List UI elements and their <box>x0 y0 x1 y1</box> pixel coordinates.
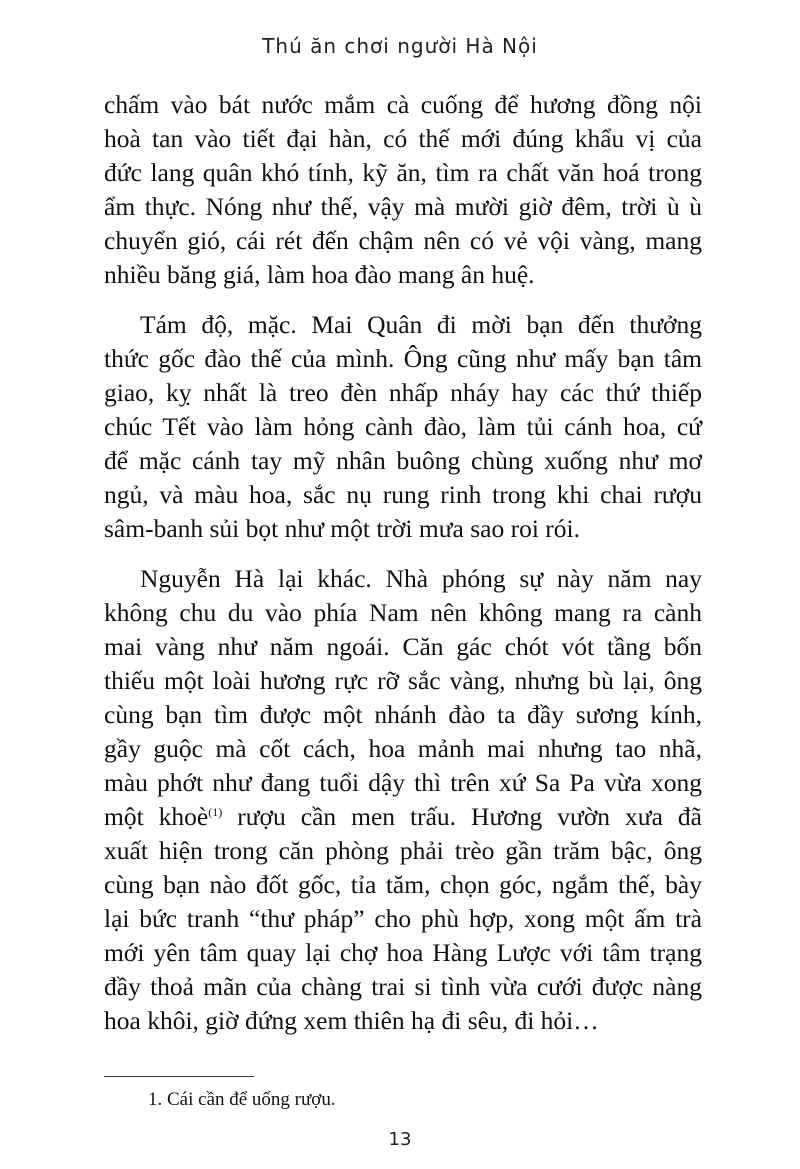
text-line: sâm-banh sủi bọt như một trời mưa sao roi rói. <box>104 514 580 543</box>
text-line: xuất hiện trong căn phòng phải trèo gần trăm bậc, ông <box>104 836 702 865</box>
text-line: đầy thoả mãn của chàng trai si tình vừa cưới được nàng <box>104 972 702 1001</box>
paragraph-3 <box>104 562 702 1038</box>
text-line: cùng bạn nào đốt gốc, tỉa tăm, chọn góc, ngắm thế, bày <box>104 870 702 899</box>
text-line: Tám độ, mặc. Mai Quân đi mời bạn đến thưởng <box>140 310 702 339</box>
text-line: đức lang quân khó tính, kỹ ăn, tìm ra chất văn hoá trong <box>104 158 702 187</box>
body-text <box>104 88 702 1038</box>
text-fragment: rượu cần men trấu. Hương vườn xưa đã <box>222 802 702 831</box>
paragraph-1 <box>104 88 702 292</box>
text-line: thiếu một loài hương rực rỡ sắc vàng, nhưng bù lại, ông <box>104 666 702 695</box>
paragraph-2 <box>104 308 702 546</box>
text-line: ẩm thực. Nóng như thế, vậy mà mười giờ đêm, trời ù ù <box>104 192 702 221</box>
text-line: chấm vào bát nước mắm cà cuống để hương đồng nội <box>104 90 702 119</box>
text-line: chúc Tết vào làm hỏng cành đào, làm tủi cánh hoa, cứ <box>104 412 702 441</box>
text-line: gầy guộc mà cốt cách, hoa mảnh mai nhưng tao nhã, <box>104 734 702 763</box>
text-line: mới yên tâm quay lại chợ hoa Hàng Lược với tâm trạng <box>104 938 702 967</box>
text-line: hoa khôi, giờ đứng xem thiên hạ đi sêu, đi hỏi… <box>104 1006 599 1035</box>
footnote-divider <box>104 1076 254 1077</box>
running-head: Thú ăn chơi người Hà Nội <box>262 34 538 58</box>
text-line: chuyển gió, cái rét đến chậm nên có vẻ vội vàng, mang <box>104 226 702 255</box>
text-line: nhiều băng giá, làm hoa đào mang ân huệ. <box>104 260 535 289</box>
text-line: không chu du vào phía Nam nên không mang ra cành <box>104 598 702 627</box>
text-fragment: một khoè <box>104 802 209 831</box>
footnote-marker: (1) <box>208 805 223 819</box>
page-number: 13 <box>388 1129 412 1150</box>
text-line: ngủ, và màu hoa, sắc nụ rung rinh trong khi chai rượu <box>104 480 702 509</box>
footnote: 1. Cái cần để uống rượu. <box>148 1089 336 1110</box>
text-line: lại bức tranh “thư pháp” cho phù hợp, xong một ấm trà <box>104 904 702 933</box>
text-line-with-footnote <box>104 800 702 834</box>
text-line: màu phớt như đang tuổi dậy thì trên xứ Sa Pa vừa xong <box>104 768 702 797</box>
text-line: mai vàng như năm ngoái. Căn gác chót vót tầng bốn <box>104 632 702 661</box>
text-line: cùng bạn tìm được một nhánh đào ta đầy sương kính, <box>104 700 702 729</box>
text-line: thức gốc đào thế của mình. Ông cũng như mấy bạn tâm <box>104 344 702 373</box>
text-line: hoà tan vào tiết đại hàn, có thế mới đúng khẩu vị của <box>104 124 702 153</box>
text-line: Nguyễn Hà lại khác. Nhà phóng sự này năm nay <box>140 564 702 593</box>
text-line: để mặc cánh tay mỹ nhân buông chùng xuống như mơ <box>104 446 702 475</box>
text-line: giao, kỵ nhất là treo đèn nhấp nháy hay các thứ thiếp <box>104 378 702 407</box>
